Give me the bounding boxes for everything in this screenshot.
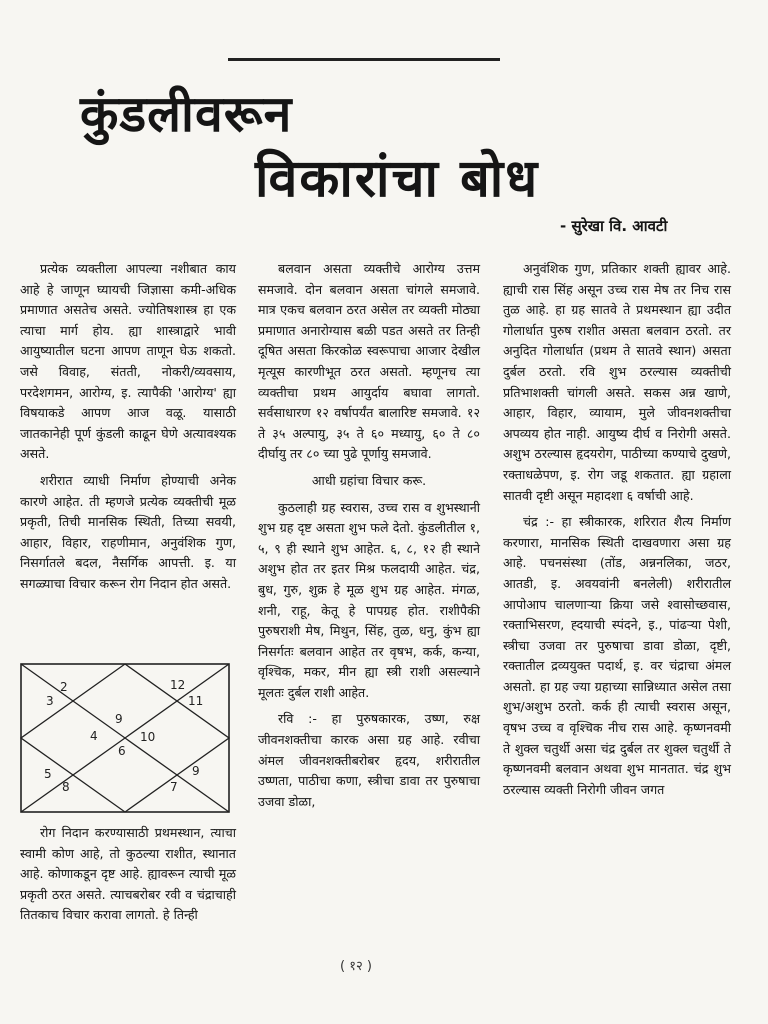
column-1 [20, 259, 236, 601]
col2-paragraph-1: बलवान असता व्यक्तीचे आरोग्य उत्तम समजावे. दोन बलवान असता चांगले समजावे. मात्र एकच बलवान ठरत असेल तर व्यक्ती मोठ्या प्रमाणात अनारोग्यास बळी पडत असते तर तिन्ही दूषित असता किरकोळ स्वरूपाचा आजार देखील मृत्यूस कारणीभूत ठरत असतो. म्हणूनच त्या व्यक्तीचा प्रथम आयुर्दाय बघावा लागतो. सर्वसाधारण १२ वर्षापर्यंत बालारिष्ट समजावे. १२ ते ३५ अल्पायु, ३५ ते ६० मध्यायु, ६० ते ८० दीर्घायु तर ८० च्या पुढे पूर्णायु समजावे. [258, 261, 480, 462]
title-line-1: कुंडलीवरून [80, 85, 293, 143]
col1-paragraph-3: रोग निदान करण्यासाठी प्रथमस्थान, त्याचा स्वामी कोण आहे, तो कुठल्या राशीत, स्थानात आहे. कोणाकडून दृष्ट आहे. ह्यावरून त्याची मूळ प्रकृती ठरत असते. त्याचबरोबर रवी व चंद्राचाही तितकाच विचार करावा लागतो. हे तिन्ही [20, 825, 236, 923]
house-label: 7 [170, 780, 178, 794]
col2-paragraph-2: कुठलाही ग्रह स्वरास, उच्च रास व शुभस्थानी शुभ ग्रह दृष्ट असता शुभ फले देतो. कुंडलीतील १, ५, ९ ही स्थाने शुभ आहेत. ६, ८, १२ ही स्थाने अशुभ होत तर इतर मिश्र फलदायी आहेत. चंद्र, बुध, गुरु, शुक्र हे मूळ शुभ ग्रह आहेत. मंगळ, शनी, राहू, केतू हे पापग्रह होत. राशीपैकी पुरुषराशी मेष, मिथुन, सिंह, तुळ, धनु, कुंभ ह्या निसर्गतः बलवान आहेत तर वृषभ, कर्क, कन्या, वृश्चिक, मकर, मीन ह्या स्त्री राशी असल्याने मूलतः दुर्बल राशी आहेत. [258, 499, 480, 700]
col1-paragraph-1: प्रत्येक व्यक्तीला आपल्या नशीबात काय आहे हे जाणून घ्यायची जिज्ञासा कमी-अधिक प्रमाणात असतेच असते. ज्योतिषशास्त्र हा एक त्याचा मार्ग होय. ह्या शास्त्राद्वारे भावी आयुष्यातील घटना आपण ताणून घेऊ शकतो. जसे विवाह, संतती, नोकरी/व्यवसाय, परदेशगमन, आरोग्य, इ. त्यापैकी 'आरोग्य' ह्या विषयाकडे आपण आज वळू. यासाठी जातकानेही पूर्ण कुंडली काढून घेणे अत्यावश्यक असते. [20, 261, 236, 462]
column-1-bottom [20, 823, 236, 932]
house-label: 12 [170, 678, 186, 692]
column-3 [503, 259, 731, 806]
house-label: 6 [118, 744, 126, 758]
house-label: 5 [44, 767, 52, 781]
col3-paragraph-2: चंद्र :- हा स्त्रीकारक, शरिरात शैत्य निर्माण करणारा, मानसिक स्थिती दाखवणारा असा ग्रह आहे. पचनसंस्था (तोंड, अन्ननलिका, जठर, आतडी, इ. अवयवांनी बनलेली) शरीरातील आपोआप चालणाऱ्या क्रिया जसे श्वासोच्छवास, रक्ताभिसरण, ह्दयाची स्पंदने, इ., पांढऱ्या पेशी, स्त्रीचा उजवा तर पुरुषाचा डावा डोळा, दृष्टी, रक्तातील द्रव्ययुक्त पदार्थ, इ. वर चंद्राचा अंमल असतो. हा ग्रह ज्या ग्रहाच्या सान्निध्यात असेल तसा शुभ/अशुभ ठरतो. कर्क ही त्याची स्वरास असून, वृषभ उच्च व वृश्चिक नीच रास आहे. कृष्णनवमी ते शुक्ल चतुर्थी असा चंद्र दुर्बल तर शुक्ल चतुर्थी ते कृष्णनवमी बलवान अथवा शुभ मानतात. चंद्र शुभ ठरल्यास व्यक्ती निरोगी जीवन जगत [503, 514, 731, 797]
col2-paragraph-3: रवि :- हा पुरुषकारक, उष्ण, रुक्ष जीवनशक्तीचा कारक असा ग्रह आहे. रवीचा अंमल जीवनशक्तीबरोबर हृदय, शरीरातील उष्णता, पाठीचा कणा, स्त्रीचा डावा तर पुरुषाचा उजवा डोळा, [258, 711, 480, 809]
house-label: 2 [60, 680, 68, 694]
col1-paragraph-2: शरीरात व्याधी निर्माण होण्याची अनेक कारणे आहेत. ती म्हणजे प्रत्येक व्यक्तीची मूळ प्रकृती, तिची मानसिक स्थिती, तिच्या सवयी, आहार, विहार, राहणीमान, अनुवंशिक गुण, निसर्गातले बदल, नैसर्गिक आपत्ती. इ. या सगळ्याचा विचार करून रोग निदान होत असते. [20, 472, 236, 591]
house-label: 8 [62, 780, 70, 794]
col3-paragraph-1: अनुवंशिक गुण, प्रतिकार शक्ती ह्यावर आहे. ह्याची रास सिंह असून उच्च रास मेष तर निच रास तुळ आहे. हा ग्रह सातवे ते प्रथमस्थान ह्या उदीत गोलार्धात पुरुष राशीत असता बलवान ठरतो. तर अनुदित गोलार्धात (प्रथम ते सातवे स्थान) असता दुर्बल ठरतो. रवि शुभ ठरल्यास व्यक्तीची प्रतिभाशक्ती चांगली असते. सकस अन्न खाणे, आहार, विहार, व्यायाम, मुले जीवनशक्तीचा अपव्यय होत नाही. आयुष्य दीर्घ व निरोगी असते. अशुभ ठरल्यास हृदयरोग, पाठीच्या कण्याचे दुखणे, रक्ताधळेपण, इ. रोग जडू शकतात. ह्या ग्रहाला सातवी दृष्टी असून महादशा ६ वर्षाची आहे. [503, 261, 731, 503]
house-label: 11 [188, 694, 204, 708]
house-label: 9 [192, 764, 200, 778]
title-line-2: विकारांचा बोध [255, 149, 540, 209]
column-2 [258, 259, 480, 818]
author-byline: - सुरेखा वि. आवटी [560, 217, 668, 235]
house-label: 9 [115, 712, 123, 726]
header-rule [228, 58, 500, 61]
house-label: 10 [140, 730, 156, 744]
house-label: 3 [46, 694, 54, 708]
col2-subheading: आधी ग्रहांचा विचार करू. [311, 472, 427, 488]
house-label: 4 [90, 729, 98, 743]
kundali-chart [20, 663, 230, 813]
kundali-diagram [20, 663, 230, 813]
page-number: ( १२ ) [340, 959, 372, 974]
